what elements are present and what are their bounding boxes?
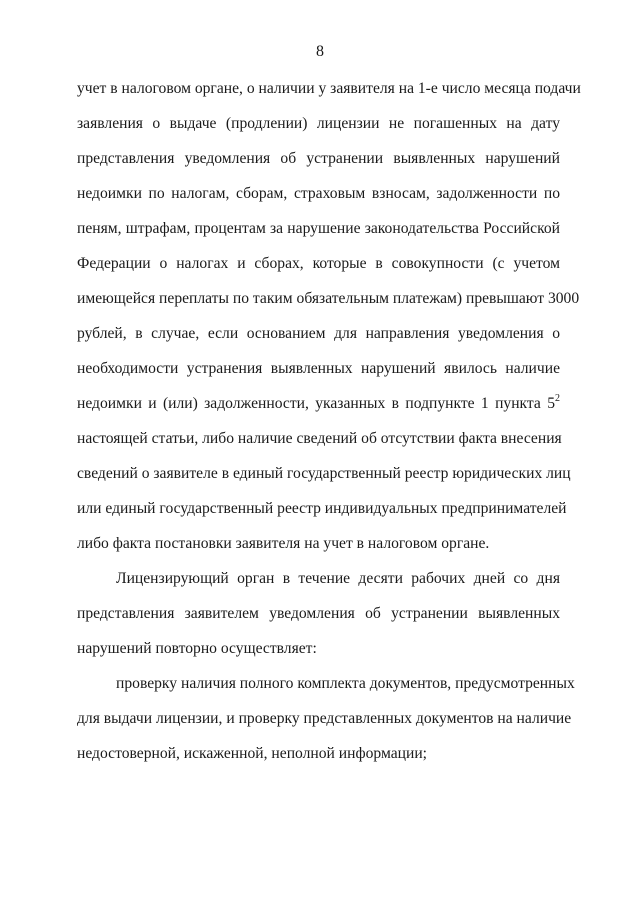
superscript-index: 2 bbox=[555, 393, 560, 404]
paragraph-1-line-14: либо факта постановки заявителя на учет в налоговом органе. bbox=[77, 535, 490, 552]
paragraph-1-line-13: или единый государственный реестр индивидуальных предпринимателей bbox=[77, 500, 567, 517]
paragraph-1-line-12: сведений о заявителе в единый государственный реестр юридических лиц bbox=[77, 465, 571, 482]
paragraph-3-line-1: проверку наличия полного комплекта документов, предусмотренных bbox=[116, 675, 575, 692]
paragraph-1-line-4: недоимки по налогам, сборам, страховым взносам, задолженности по bbox=[77, 185, 560, 202]
paragraph-2-line-1: Лицензирующий орган в течение десяти рабочих дней со дня bbox=[116, 570, 560, 587]
paragraph-1-line-7: имеющейся переплаты по таким обязательным платежам) превышают 3000 bbox=[77, 290, 580, 307]
paragraph-1-line-1: учет в налоговом органе, о наличии у заявителя на 1-е число месяца подачи bbox=[77, 80, 581, 97]
paragraph-1-line-3: представления уведомления об устранении выявленных нарушений bbox=[77, 150, 560, 167]
paragraph-1-line-2: заявления о выдаче (продлении) лицензии не погашенных на дату bbox=[77, 115, 560, 132]
paragraph-1-line-5: пеням, штрафам, процентам за нарушение законодательства Российской bbox=[77, 220, 560, 237]
paragraph-3-line-3: недостоверной, искаженной, неполной информации; bbox=[77, 745, 427, 762]
paragraph-1-line-10 bbox=[77, 394, 560, 414]
paragraph-1-line-9: необходимости устранения выявленных нарушений явилось наличие bbox=[77, 360, 560, 377]
paragraph-2-line-2: представления заявителем уведомления об устранении выявленных bbox=[77, 605, 560, 622]
paragraph-1-line-10-text: недоимки и (или) задолженности, указанных в подпункте 1 пункта 5 bbox=[77, 395, 555, 412]
paragraph-2-line-3: нарушений повторно осуществляет: bbox=[77, 640, 317, 657]
paragraph-3-line-2: для выдачи лицензии, и проверку представленных документов на наличие bbox=[77, 710, 572, 727]
paragraph-1-line-11: настоящей статьи, либо наличие сведений об отсутствии факта внесения bbox=[77, 430, 562, 447]
paragraph-1-line-8: рублей, в случае, если основанием для направления уведомления о bbox=[77, 325, 560, 342]
page-number: 8 bbox=[316, 43, 324, 60]
paragraph-1-line-6: Федерации о налогах и сборах, которые в совокупности (с учетом bbox=[77, 255, 560, 272]
